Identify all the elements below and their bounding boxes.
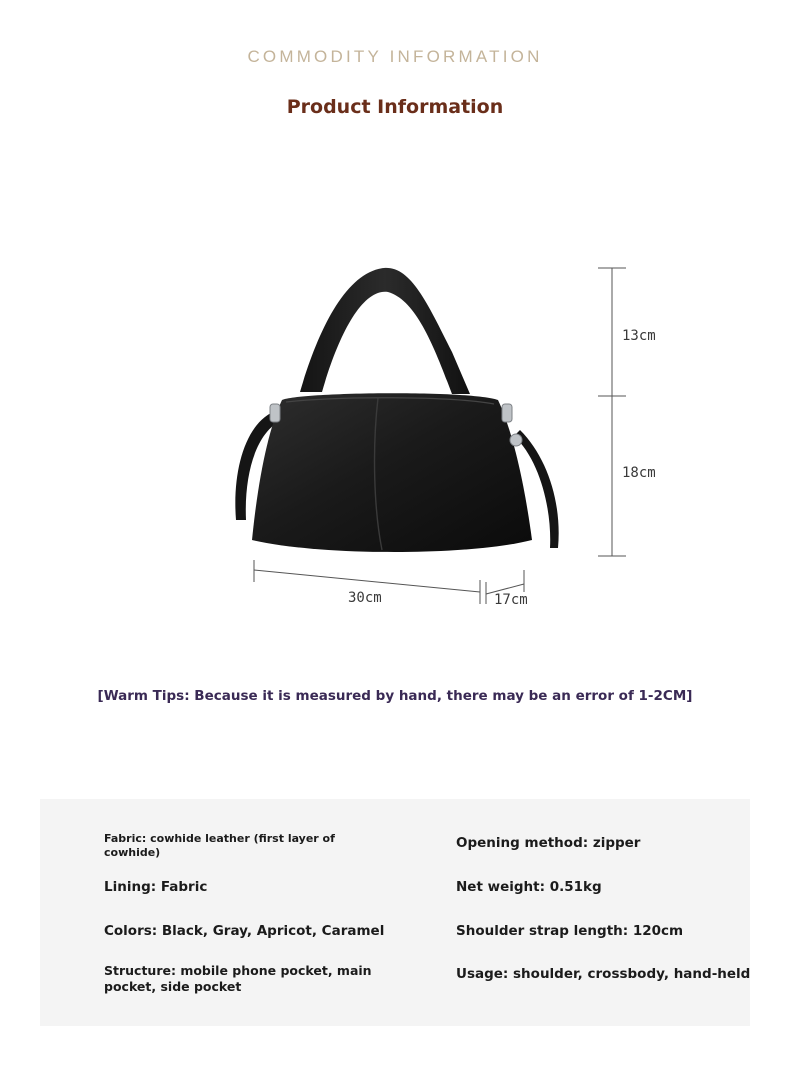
spec-weight: Net weight: 0.51kg <box>456 879 602 895</box>
width-label: 30cm <box>348 590 382 606</box>
page-title: Product Information <box>286 96 504 118</box>
right-ring <box>502 404 512 422</box>
warm-tip: [Warm Tips: Because it is measured by hand, there may be an error of 1-2CM] <box>97 688 693 704</box>
depth-label: 17cm <box>494 592 528 608</box>
bag-handle <box>300 268 470 394</box>
spec-fabric: Fabric: cowhide leather (first layer of cowhide) <box>104 832 335 859</box>
spec-structure: Structure: mobile phone pocket, main pocket, side pocket <box>104 963 372 994</box>
left-ring <box>270 404 280 422</box>
section-eyebrow: COMMODITY INFORMATION <box>247 47 543 66</box>
handle-height-label: 13cm <box>622 328 656 344</box>
right-clip <box>510 434 522 446</box>
spec-colors: Colors: Black, Gray, Apricot, Caramel <box>104 923 385 939</box>
spec-opening: Opening method: zipper <box>456 835 641 851</box>
spec-lining: Lining: Fabric <box>104 879 208 895</box>
spec-strap: Shoulder strap length: 120cm <box>456 923 684 939</box>
spec-usage: Usage: shoulder, crossbody, hand-held <box>456 966 751 982</box>
bag-body <box>252 393 532 552</box>
width-dimension-line <box>254 570 480 592</box>
body-height-label: 18cm <box>622 465 656 481</box>
